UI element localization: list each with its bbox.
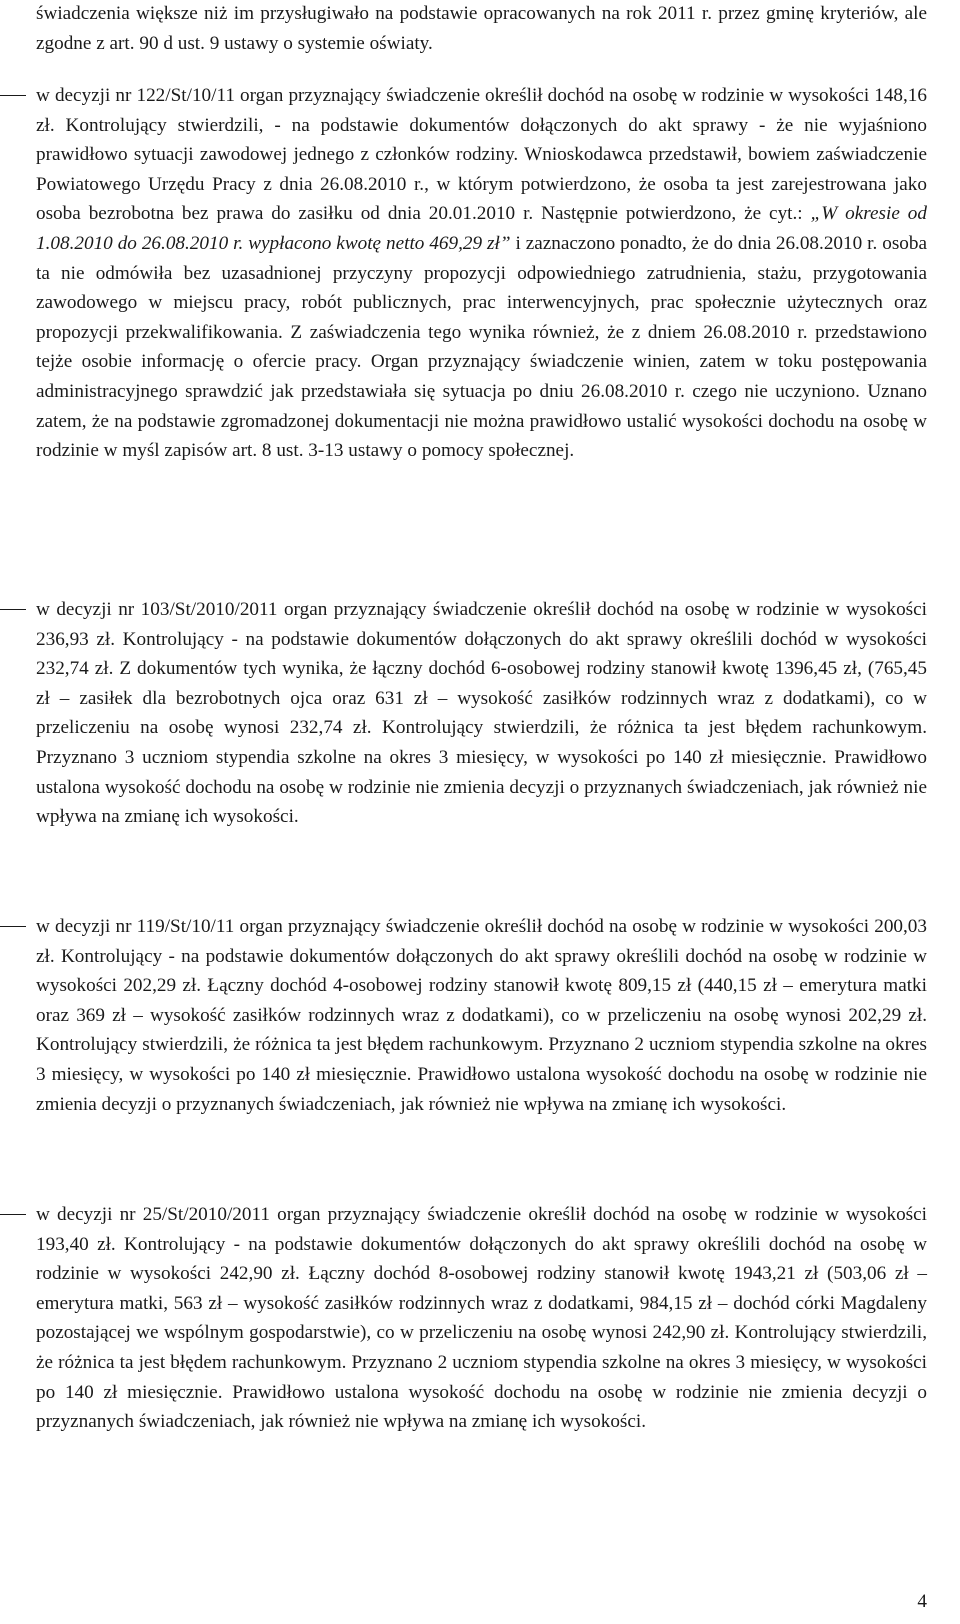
continuation-paragraph: świadczenia większe niż im przysługiwało na podstawie opracowanych na rok 2011 r. przez gminę kryteriów, ale zgodne z art. 90 d ust. 9 ustawy o systemie oświaty. (36, 3, 927, 54)
item-text: w decyzji nr 122/St/10/11 organ przyznający świadczenie określił dochód na osobę w rodzinie w wysokości 148,16 zł. Kontrolujący stwierdzili, - na podstawie dokumentów dołączonych do akt sprawy - że nie wyjaśniono prawidłowo sytuacji zawodowej jednego z członków rodziny. Wnioskodawca przedstawił, bowiem zaświadczenie Powiatowego Urzędu Pracy z dnia 26.08.2010 r., w którym potwierdzono, że osoba ta jest zarejestrowana jako osoba bezrobotna bez prawa do zasiłku od dnia 20.01.2010 r. Następnie potwierdzono, że cyt.: (36, 85, 927, 225)
dash-bullet-icon (0, 926, 26, 927)
page-number: 4 (917, 1591, 927, 1612)
dash-bullet-icon (0, 1214, 26, 1215)
item-text: i zaznaczono ponadto, że do dnia 26.08.2010 r. osoba ta nie odmówiła bez uzasadnionej przyczyny propozycji odpowiedniego zatrudnienia, stażu, przygotowania zawodowego w miejscu pracy, robót publicznych, prac interwencyjnych, prac społecznie użytecznych oraz propozycji przekwalifikowania. Z zaświadczenia tego wynika również, że z dniem 26.08.2010 r. przedstawiono tejże osobie informację o ofercie pracy. Organ przyznający świadczenie winien, zatem w toku postępowania administracyjnego sprawdzić jak przedstawiała się sytuacja po dniu 26.08.2010 r. czego nie uczyniono. Uznano zatem, że na podstawie zgromadzonej dokumentacji nie można prawidłowo ustalić wysokości dochodu na osobę w rodzinie w myśl zapisów art. 8 ust. 3-13 ustawy o pomocy społecznej. (36, 232, 927, 462)
item-paragraph: w decyzji nr 103/St/2010/2011 organ przyznający świadczenie określił dochód na osobę w rodzinie w wysokości 236,93 zł. Kontrolujący - na podstawie dokumentów dołączonych do akt sprawy określili dochód w wysokości 232,74 zł. Z dokumentów tych wynika, że łączny dochód 6-osobowej rodziny stanowił kwotę 1396,45 zł, (765,45 zł – zasiłek dla bezrobotnych ojca oraz 631 zł – wysokość zasiłków rodzinnych wraz z dodatkami), co w przeliczeniu na osobę wynosi 232,74 zł. Kontrolujący stwierdzili, że różnica ta jest błędem rachunkowym. Przyznano 3 uczniom stypendia szkolne na okres 3 miesięcy, w wysokości po 140 zł miesięcznie. Prawidłowo ustalona wysokość dochodu na osobę w rodzinie nie zmienia decyzji o przyznanych świadczeniach, jak również nie wpływa na zmianę ich wysokości. (36, 599, 927, 828)
item-paragraph: w decyzji nr 119/St/10/11 organ przyznający świadczenie określił dochód na osobę w rodzinie w wysokości 200,03 zł. Kontrolujący - na podstawie dokumentów dołączonych do akt sprawy określili dochód na osobę w rodzinie w wysokości 202,29 zł. Łączny dochód 4-osobowej rodziny stanowił kwotę 809,15 zł (440,15 zł – emerytura matki oraz 369 zł – wysokość zasiłków rodzinnych wraz z dodatkami), co w przeliczeniu na osobę wynosi 202,29 zł. Kontrolujący stwierdzili, że różnica ta jest błędem rachunkowym. Przyznano 2 uczniom stypendia szkolne na okres 3 miesięcy, w wysokości po 140 zł miesięcznie. Prawidłowo ustalona wysokość dochodu na osobę w rodzinie nie zmienia decyzji o przyznanych świadczeniach, jak również nie wpływa na zmianę ich wysokości. (36, 916, 927, 1115)
dash-bullet-icon (0, 95, 26, 96)
dash-bullet-icon (0, 609, 26, 610)
quoted-text: „W okresie od 1.08.2010 do 26.08.2010 r. wypłacono kwotę netto 469,29 zł” (36, 203, 927, 254)
item-paragraph: w decyzji nr 25/St/2010/2011 organ przyznający świadczenie określił dochód na osobę w rodzinie w wysokości 193,40 zł. Kontrolujący - na podstawie dokumentów dołączonych do akt sprawy określili dochód na osobę w rodzinie w wysokości 242,90 zł. Łączny dochód 8-osobowej rodziny stanowił kwotę 1943,21 zł (503,06 zł – emerytura matki, 563 zł – wysokość zasiłków rodzinnych wraz z dodatkami, 984,15 zł – dochód córki Magdaleny pozostającej we wspólnym gospodarstwie), co w przeliczeniu na osobę wynosi 242,90 zł. Kontrolujący stwierdzili, że różnica ta jest błędem rachunkowym. Przyznano 2 uczniom stypendia szkolne na okres 3 miesięcy, w wysokości po 140 zł miesięcznie. Prawidłowo ustalona wysokość dochodu na osobę w rodzinie nie zmienia decyzji o przyznanych świadczeniach, jak również nie wpływa na zmianę ich wysokości. (36, 1204, 927, 1433)
item-paragraph (36, 81, 927, 466)
